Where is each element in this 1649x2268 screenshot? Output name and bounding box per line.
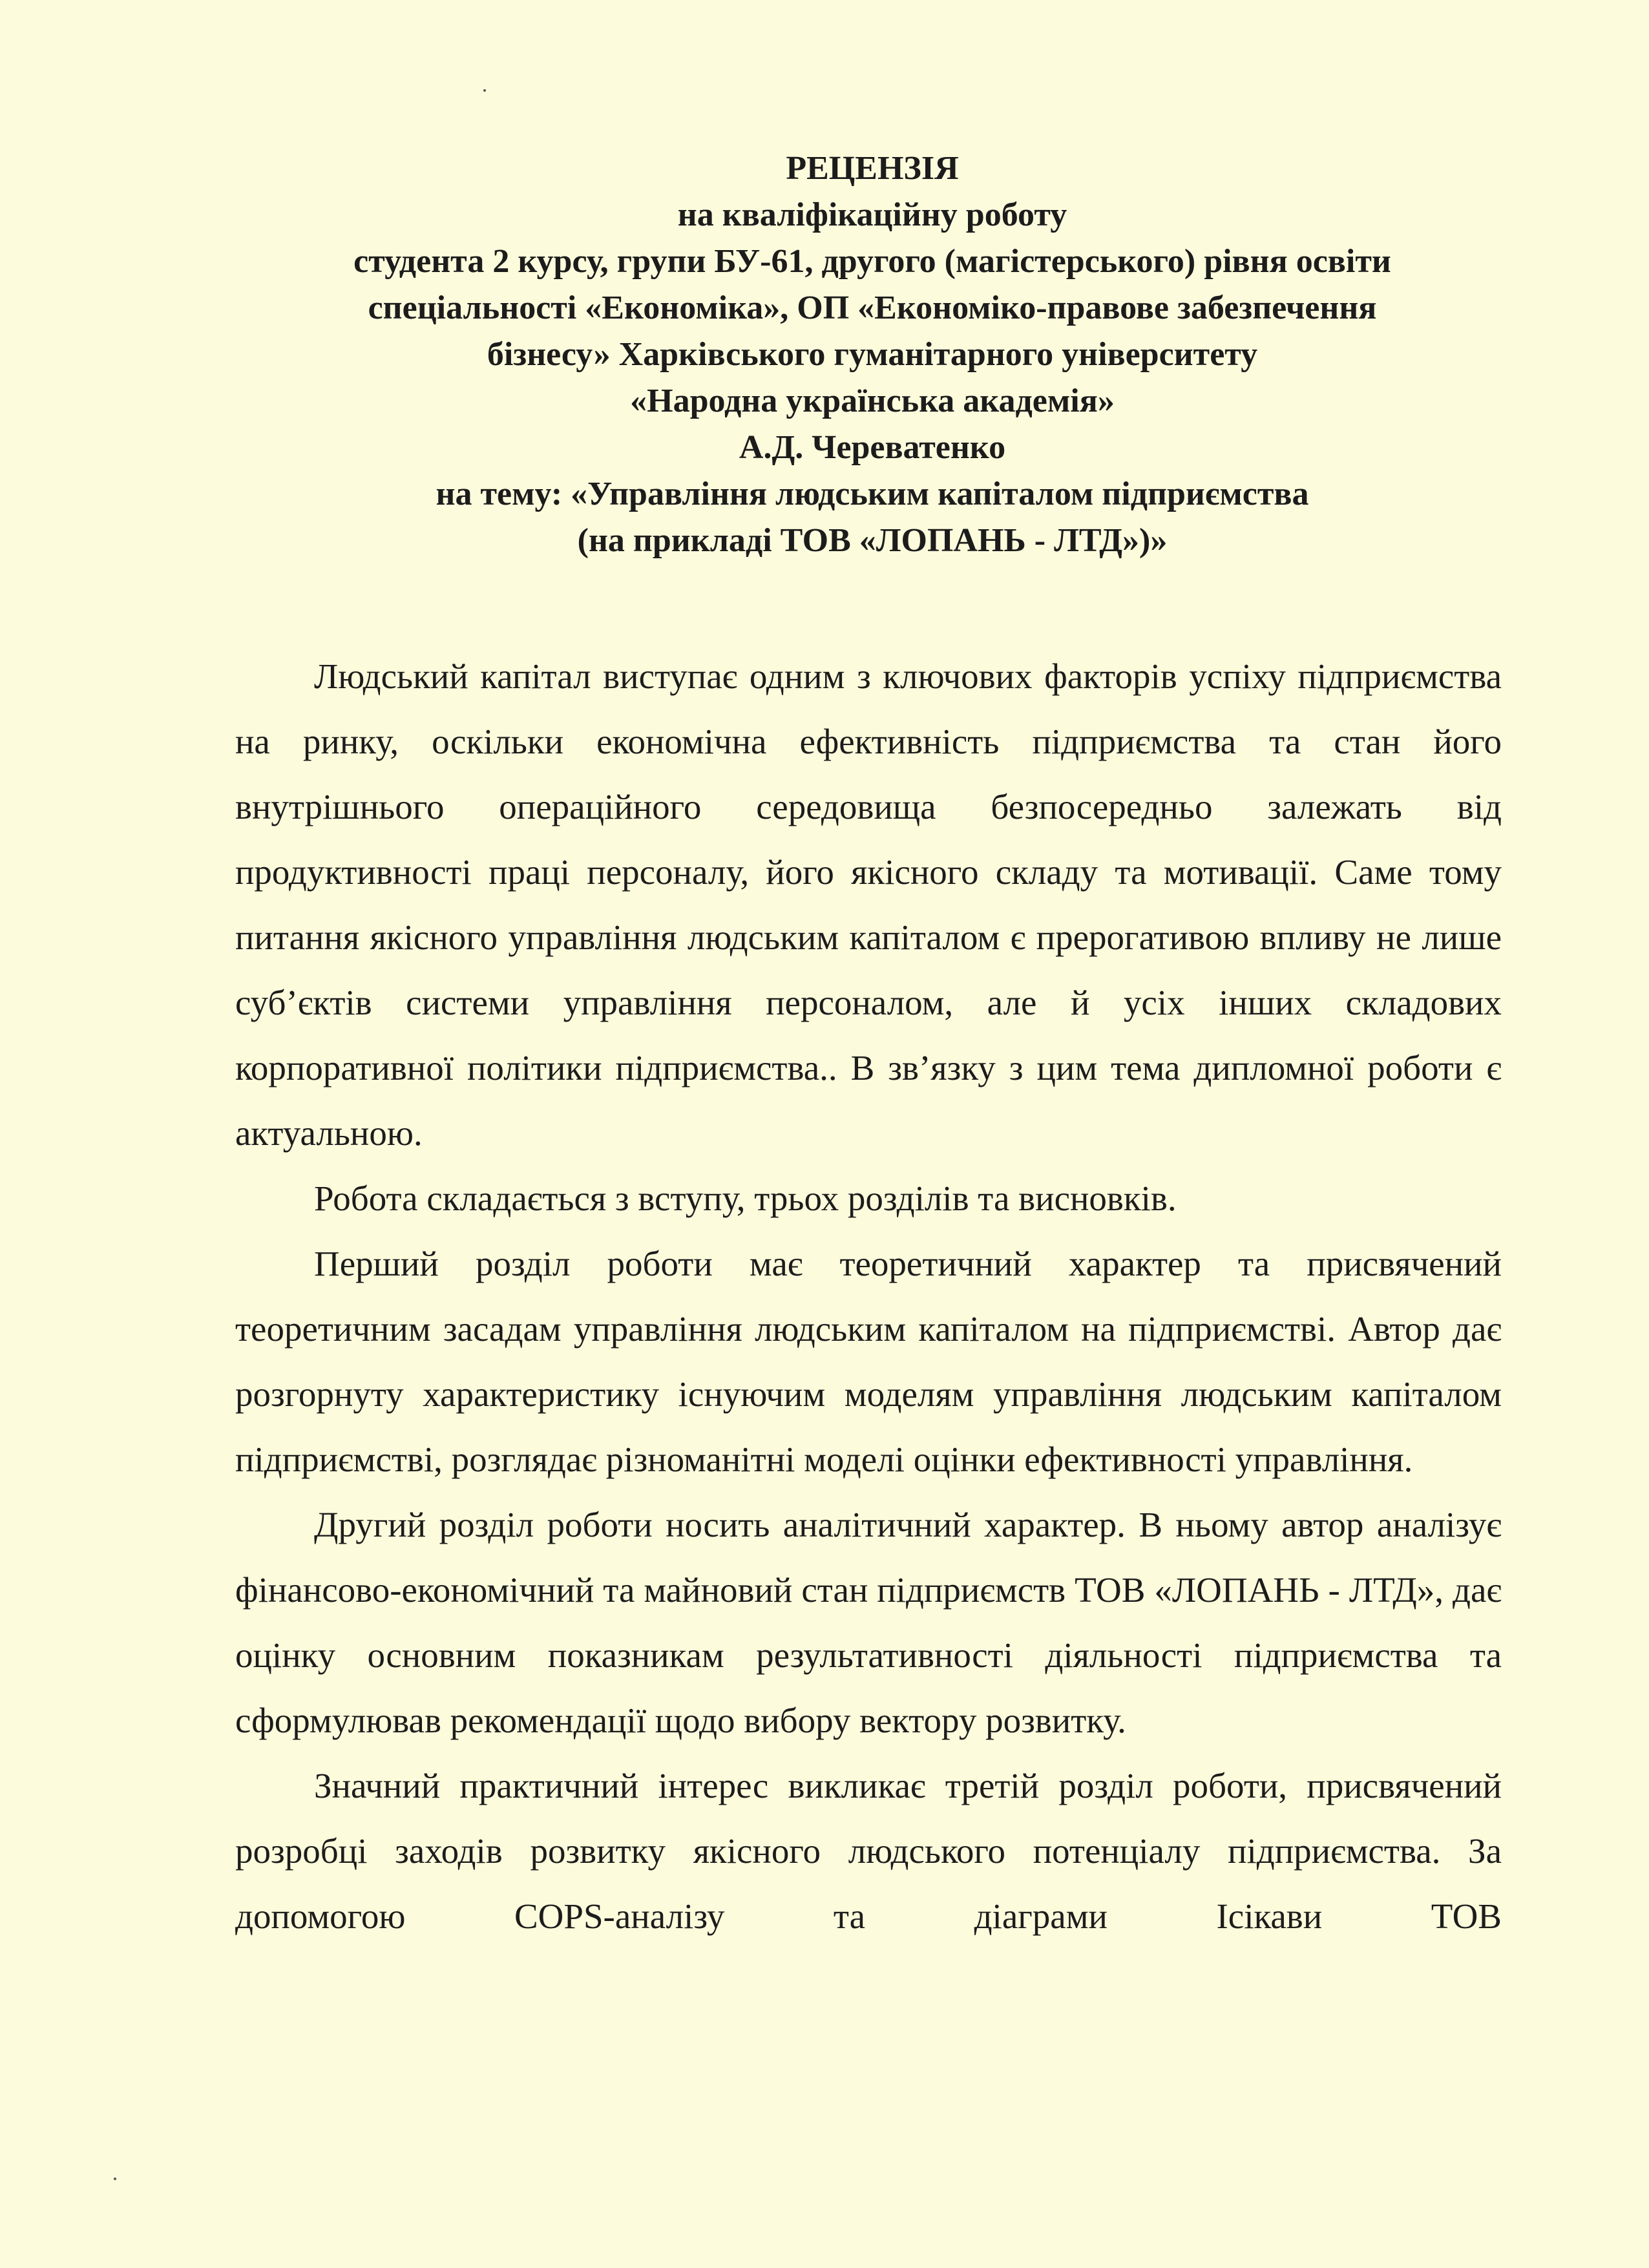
header-line-academy: «Народна українська академія» xyxy=(630,383,1115,419)
header-line-author: А.Д. Череватенко xyxy=(739,429,1006,466)
scan-speck xyxy=(114,2178,116,2180)
header-line-example: (на прикладі ТОВ «ЛОПАНЬ - ЛТД»)» xyxy=(577,522,1168,559)
scan-speck xyxy=(483,89,486,92)
paragraph-section-one: Перший розділ роботи має теоретичний характер та присвячений теоретичним засадам управління людським капіталом на підприємстві. Автор дає розгорнуту характеристику існуючим моделям управління людським капіталом підприємстві, розглядає різноманітні моделі оцінки ефективності управління. xyxy=(235,1244,1502,1479)
paragraph-structure: Робота складається з вступу, трьох розділів та висновків. xyxy=(314,1179,1177,1218)
header-line-student: студента 2 курсу, групи БУ-61, другого (магістерського) рівня освіти xyxy=(353,243,1391,280)
header-line-specialty: спеціальності «Економіка», ОП «Економіко-правове забезпечення xyxy=(368,289,1377,326)
review-body xyxy=(235,644,1502,1949)
paragraph-relevance: Людський капітал виступає одним з ключових факторів успіху підприємства на ринку, оскільки економічна ефективність підприємства та стан його внутрішнього операційного середовища безпосередньо залежать від продуктивності праці персоналу, його якісного складу та мотивації. Саме тому питання якісного управління людським капіталом є прерогативою впливу не лише суб’єктів системи управління персоналом, але й усіх інших складових корпоративної політики підприємства.. В зв’язку з цим тема дипломної роботи є актуальною. xyxy=(235,656,1502,1153)
review-header xyxy=(194,145,1551,564)
header-line-university: бізнесу» Харківського гуманітарного університету xyxy=(487,336,1258,373)
paragraph-section-three: Значний практичний інтерес викликає третій розділ роботи, присвячений розробці заходів розвитку якісного людського потенціалу підприємства. За допомогою COPS-аналізу та діаграми Ісікави ТОВ xyxy=(235,1766,1502,1936)
review-title: РЕЦЕНЗІЯ xyxy=(786,150,959,187)
header-line-topic: на тему: «Управління людським капіталом підприємства xyxy=(436,476,1309,512)
paragraph-section-two: Другий розділ роботи носить аналітичний характер. В ньому автор аналізує фінансово-економічний та майновий стан підприємств ТОВ «ЛОПАНЬ - ЛТД», дає оцінку основним показникам результативності діяльності підприємства та сформулював рекомендації щодо вибору вектору розвитку. xyxy=(235,1505,1502,1740)
header-line-subject: на кваліфікаційну роботу xyxy=(677,196,1067,233)
